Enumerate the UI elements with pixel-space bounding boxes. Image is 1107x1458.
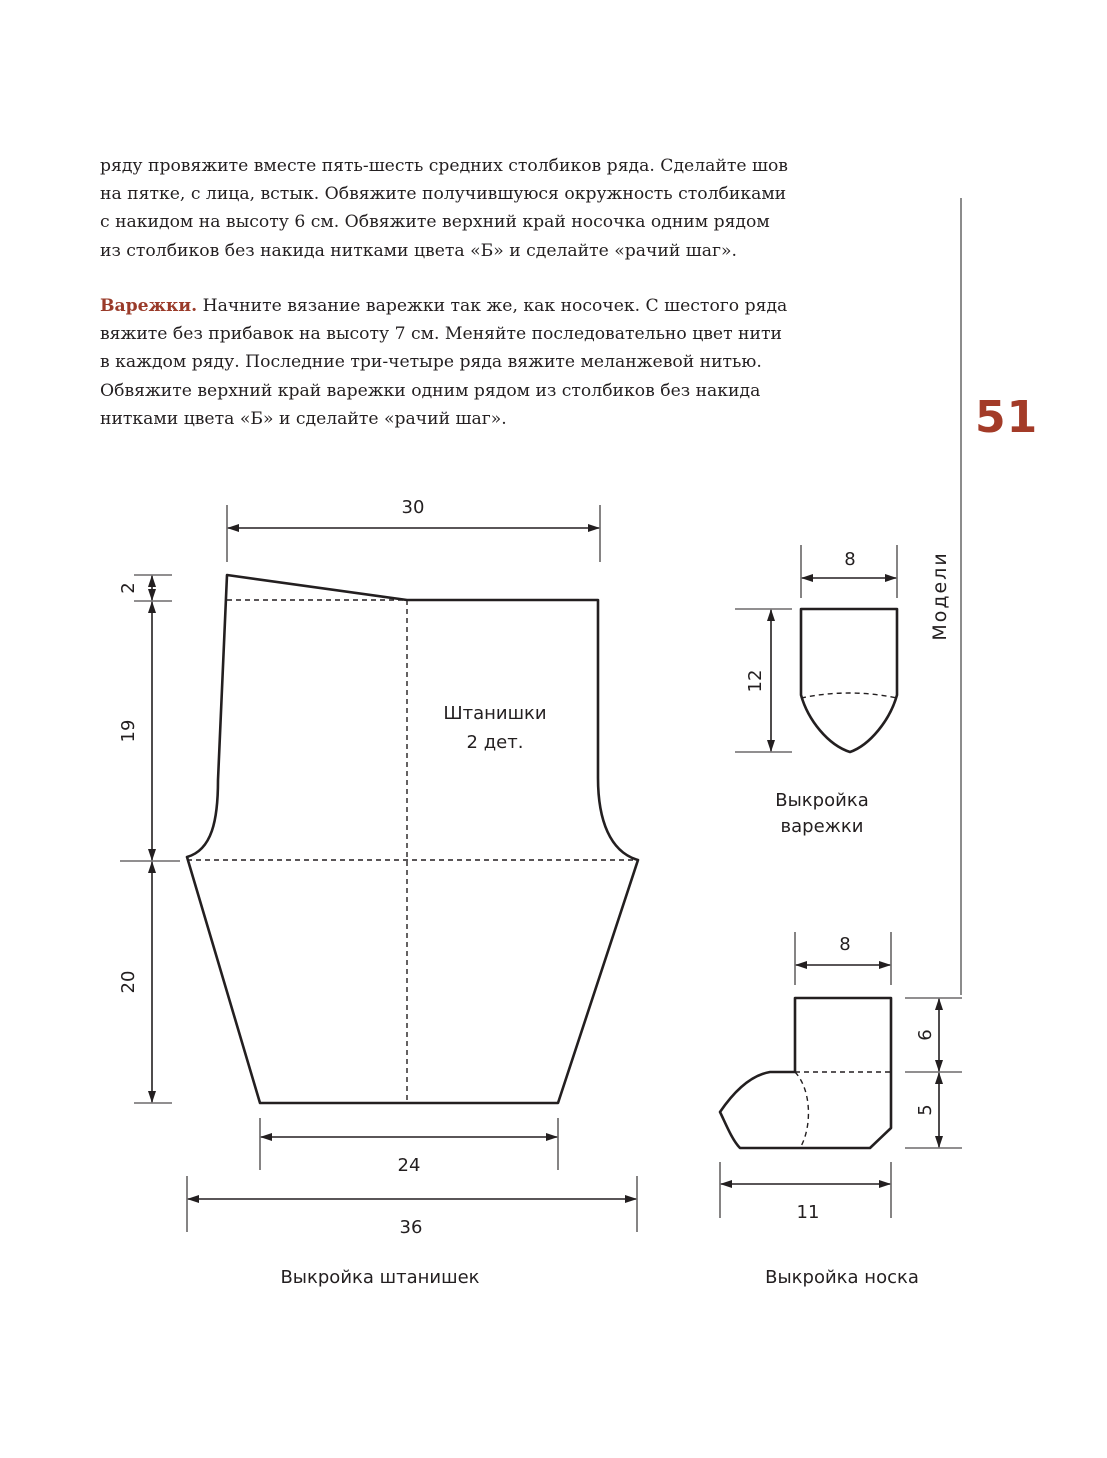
section-label: Модели <box>929 551 951 641</box>
sock-caption: Выкройка носка <box>765 1267 919 1288</box>
text-line: нитками цвета «Б» и сделайте «рачий шаг». <box>100 408 507 429</box>
pants-caption: Выкройка штанишек <box>280 1267 480 1288</box>
dim-lower-height: 20 <box>118 970 139 994</box>
mitten-pattern <box>735 545 897 837</box>
text-line: с накидом на высоту 6 см. Обвяжите верхний край носочка одним рядом <box>100 212 770 233</box>
pants-pattern <box>118 497 638 1288</box>
dim-sock-upper: 6 <box>915 1029 936 1041</box>
dim-sock-width: 8 <box>839 934 851 955</box>
mitten-caption: Выкройка <box>775 790 869 811</box>
text-line-rest: Начните вязание варежки так же, как носочек. С шестого ряда <box>197 296 788 316</box>
pants-label: Штанишки <box>443 703 547 724</box>
pants-outline <box>187 575 638 1103</box>
dim-sock-lower: 5 <box>915 1104 936 1116</box>
dim-sock-length: 11 <box>796 1202 820 1223</box>
dim-mitten-width: 8 <box>844 549 856 570</box>
sock-outline <box>720 998 891 1148</box>
mitten-outline <box>801 609 897 752</box>
mitten-caption-2: варежки <box>780 816 864 837</box>
dim-rise-height: 2 <box>118 582 139 594</box>
dim-upper-height: 19 <box>118 719 139 743</box>
mittens-heading: Варежки. <box>100 296 198 316</box>
dim-bottom-width: 24 <box>397 1155 421 1176</box>
dim-top-width: 30 <box>401 497 425 518</box>
page-number: 51 <box>975 392 1039 443</box>
text-line: вяжите без прибавок на высоту 7 см. Меняйте последовательно цвет нити <box>100 324 782 345</box>
dim-mitten-height: 12 <box>745 669 766 693</box>
dim-full-width: 36 <box>399 1217 423 1238</box>
mitten-shaping-line <box>801 693 897 698</box>
pants-count-label: 2 дет. <box>466 732 524 753</box>
text-line: в каждом ряду. Последние три-четыре ряда вяжите меланжевой нитью. <box>100 352 762 373</box>
text-line: на пятке, с лица, встык. Обвяжите получившуюся окружность столбиками <box>100 184 787 205</box>
text-line: Обвяжите верхний край варежки одним рядом из столбиков без накида <box>100 380 761 401</box>
sock-pattern <box>720 932 962 1288</box>
text-line: ряду провяжите вместе пять-шесть средних столбиков ряда. Сделайте шов <box>100 156 788 176</box>
text-line: из столбиков без накида нитками цвета «Б» и сделайте «рачий шаг». <box>100 240 737 261</box>
sock-heel-line <box>795 1072 808 1148</box>
